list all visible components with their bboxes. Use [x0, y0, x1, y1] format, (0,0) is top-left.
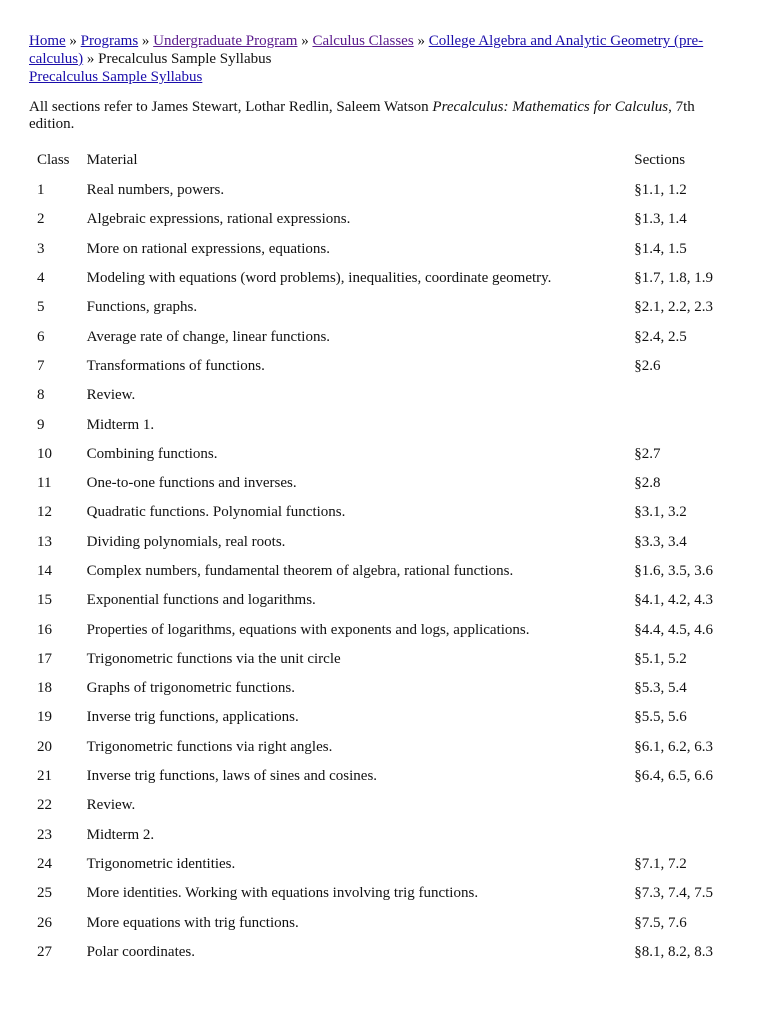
syllabus-table — [31, 145, 739, 967]
table-body — [31, 176, 739, 967]
sections-cell: §1.4, 1.5 — [634, 240, 687, 257]
table-row — [31, 381, 739, 410]
class-number-cell: 13 — [37, 533, 52, 550]
table-row — [31, 586, 739, 615]
material-cell: Quadratic functions. Polynomial functions. — [86, 504, 346, 521]
table-header-row — [31, 145, 739, 176]
sections-cell: §2.4, 2.5 — [634, 328, 687, 345]
header-material: Material — [86, 152, 138, 168]
material-cell: Review. — [86, 387, 136, 404]
material-cell: Modeling with equations (word problems), inequalities, coordinate geometry. — [86, 270, 552, 287]
class-number-cell: 14 — [37, 563, 52, 579]
sections-cell: §1.6, 3.5, 3.6 — [634, 563, 713, 579]
sections-cell: §2.6 — [634, 357, 661, 374]
table-row — [31, 205, 739, 234]
sections-cell: §3.1, 3.2 — [634, 504, 687, 521]
class-number-cell: 21 — [37, 768, 52, 785]
sections-cell: §2.8 — [634, 475, 661, 492]
table-row — [31, 762, 739, 791]
material-cell: Average rate of change, linear functions. — [86, 328, 331, 345]
table-row — [31, 410, 739, 439]
table-row — [31, 440, 739, 469]
table-row — [31, 733, 739, 762]
sections-cell: §2.7 — [634, 445, 661, 462]
sections-cell: §6.4, 6.5, 6.6 — [634, 768, 713, 785]
material-cell: Real numbers, powers. — [86, 182, 225, 199]
breadcrumb-separator: » — [417, 33, 425, 49]
material-cell: Review. — [86, 797, 136, 814]
breadcrumb — [29, 32, 739, 68]
breadcrumb-college-algebra-link[interactable]: College Algebra and Analytic Geometry (pre-calculus) — [29, 33, 704, 67]
material-cell: Inverse trig functions, laws of sines and cosines. — [86, 768, 378, 785]
sections-cell: §7.3, 7.4, 7.5 — [634, 885, 713, 902]
sections-cell: §7.1, 7.2 — [634, 855, 687, 872]
class-number-cell: 19 — [37, 709, 52, 726]
material-cell: Properties of logarithms, equations with exponents and logs, applications. — [86, 621, 530, 638]
material-cell: Trigonometric identities. — [86, 855, 236, 872]
table-row — [31, 557, 739, 586]
table-row — [31, 176, 739, 205]
table-row — [31, 469, 739, 498]
intro-after: , 7th edition. — [29, 99, 695, 132]
material-cell: Algebraic expressions, rational expressions. — [86, 211, 351, 228]
table-row — [31, 850, 739, 879]
table-row — [31, 674, 739, 703]
breadcrumb-home-link[interactable]: Home — [29, 33, 66, 49]
breadcrumb-separator: » — [86, 51, 95, 67]
sections-cell: §7.5, 7.6 — [634, 914, 687, 931]
class-number-cell: 2 — [37, 211, 45, 228]
table-row — [31, 791, 739, 820]
table-row — [31, 498, 739, 527]
material-cell: More identities. Working with equations involving trig functions. — [86, 885, 479, 902]
breadcrumb-calculus-classes-link[interactable]: Calculus Classes — [312, 33, 414, 49]
material-cell: One-to-one functions and inverses. — [86, 475, 297, 492]
class-number-cell: 1 — [37, 182, 45, 199]
breadcrumb-programs-link[interactable]: Programs — [80, 33, 139, 49]
table-row — [31, 645, 739, 674]
table-row — [31, 938, 739, 967]
material-cell: Trigonometric functions via the unit circle — [86, 650, 341, 667]
material-cell: More on rational expressions, equations. — [86, 240, 330, 257]
class-number-cell: 20 — [37, 738, 52, 755]
breadcrumb-separator: » — [141, 33, 150, 49]
class-number-cell: 25 — [37, 885, 52, 902]
book-title: Precalculus: Mathematics for Calculus — [432, 99, 669, 115]
breadcrumb-separator: » — [301, 33, 309, 49]
material-cell: Functions, graphs. — [86, 299, 198, 316]
table-row — [31, 235, 739, 264]
material-cell: Dividing polynomials, real roots. — [86, 533, 286, 550]
table-row — [31, 615, 739, 644]
class-number-cell: 9 — [37, 416, 45, 433]
material-cell: Transformations of functions. — [86, 357, 265, 374]
table-row — [31, 879, 739, 908]
material-cell: Graphs of trigonometric functions. — [86, 680, 295, 697]
material-cell: Inverse trig functions, applications. — [86, 709, 299, 726]
sections-cell: §6.1, 6.2, 6.3 — [634, 738, 713, 755]
class-number-cell: 4 — [37, 270, 45, 287]
class-number-cell: 10 — [37, 445, 52, 462]
sections-cell — [628, 381, 739, 410]
table-row — [31, 908, 739, 937]
material-cell: Combining functions. — [86, 445, 218, 462]
class-number-cell: 3 — [37, 240, 45, 257]
sections-cell — [628, 791, 739, 820]
intro-text — [29, 99, 739, 133]
class-number-cell: 26 — [37, 914, 52, 931]
intro-before: All sections refer to James Stewart, Lothar Redlin, Saleem Watson — [29, 99, 433, 115]
sections-cell: §4.4, 4.5, 4.6 — [634, 621, 713, 638]
sections-cell: §5.5, 5.6 — [634, 709, 687, 726]
class-number-cell: 22 — [37, 797, 52, 814]
table-row — [31, 293, 739, 322]
class-number-cell: 18 — [37, 680, 52, 697]
material-cell: Polar coordinates. — [86, 943, 195, 960]
class-number-cell: 11 — [37, 475, 52, 492]
class-number-cell: 8 — [37, 387, 45, 404]
table-row — [31, 821, 739, 850]
sections-cell: §1.7, 1.8, 1.9 — [634, 270, 713, 287]
header-sections: Sections — [634, 152, 686, 168]
sections-cell: §1.1, 1.2 — [634, 182, 687, 199]
material-cell: Midterm 1. — [86, 416, 155, 433]
class-number-cell: 15 — [37, 592, 52, 609]
class-number-cell: 5 — [37, 299, 45, 316]
header-class: Class — [37, 152, 70, 168]
sections-cell: §5.3, 5.4 — [634, 680, 687, 697]
material-cell: More equations with trig functions. — [86, 914, 299, 931]
class-number-cell: 24 — [37, 855, 52, 872]
class-number-cell: 16 — [37, 621, 52, 638]
table-row — [31, 703, 739, 732]
material-cell: Midterm 2. — [86, 826, 155, 843]
class-number-cell: 6 — [37, 328, 45, 345]
breadcrumb-separator: » — [69, 33, 77, 49]
class-number-cell: 27 — [37, 943, 52, 960]
class-number-cell: 17 — [37, 650, 52, 667]
breadcrumb-undergraduate-link[interactable]: Undergraduate Program — [153, 33, 298, 49]
table-row — [31, 352, 739, 381]
breadcrumb-current: Precalculus Sample Syllabus — [98, 51, 272, 67]
class-number-cell: 12 — [37, 504, 52, 521]
sections-cell: §8.1, 8.2, 8.3 — [634, 943, 713, 960]
material-cell: Exponential functions and logarithms. — [86, 592, 316, 609]
class-number-cell: 23 — [37, 826, 52, 843]
syllabus-link[interactable]: Precalculus Sample Syllabus — [29, 69, 203, 85]
sections-cell — [628, 410, 739, 439]
table-row — [31, 264, 739, 293]
table-row — [31, 322, 739, 351]
material-cell: Complex numbers, fundamental theorem of algebra, rational functions. — [86, 563, 514, 579]
material-cell: Trigonometric functions via right angles. — [86, 738, 333, 755]
sections-cell: §5.1, 5.2 — [634, 650, 687, 667]
sections-cell: §1.3, 1.4 — [634, 211, 687, 228]
sections-cell: §4.1, 4.2, 4.3 — [634, 592, 713, 609]
sections-cell: §3.3, 3.4 — [634, 533, 687, 550]
sections-cell: §2.1, 2.2, 2.3 — [634, 299, 713, 316]
table-row — [31, 528, 739, 557]
sections-cell — [628, 821, 739, 850]
class-number-cell: 7 — [37, 357, 45, 374]
